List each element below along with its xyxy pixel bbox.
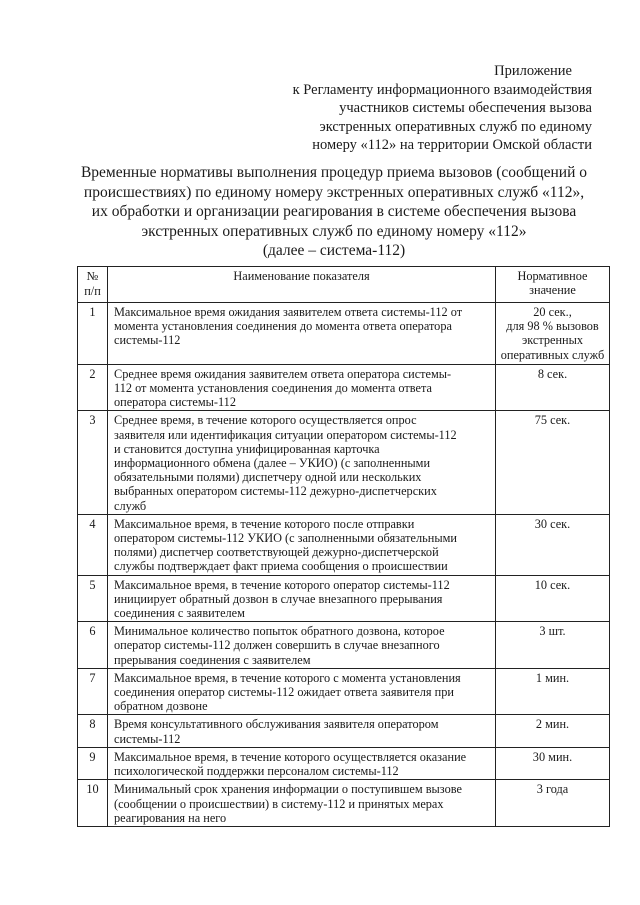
indicator-name [108, 514, 496, 575]
title-line: экстренных оперативных служб по единому номеру «112» [141, 222, 527, 240]
table-row [78, 622, 610, 669]
indicator-name [108, 668, 496, 715]
indicator-name-line: системы-112 [114, 731, 181, 746]
title-line: их обработки и организации реагирования в системе обеспечения вызова [91, 203, 577, 220]
indicator-name [108, 715, 496, 747]
appendix-line: к Регламенту информационного взаимодействия [292, 81, 592, 98]
indicator-name-line: информационного обмена (далее – УКИО) (с заполненными [114, 456, 431, 471]
indicator-name-line: обратном дозвоне [114, 699, 208, 714]
normative-value-line: 30 мин. [532, 749, 573, 764]
normative-value-line: 1 мин. [535, 670, 570, 685]
indicator-name-line: момента установления соединения до момента ответа оператора [114, 319, 452, 334]
table-row [78, 780, 610, 827]
normative-value-line: 30 сек. [534, 516, 571, 531]
indicator-name-line: Минимальное количество попыток обратного дозвона, которое [114, 624, 445, 639]
indicator-name-line: (сообщении о происшествии) в систему-112 и принятых мерах [114, 796, 444, 811]
norms-table [77, 266, 610, 827]
normative-value [496, 715, 610, 747]
indicator-name [108, 575, 496, 622]
indicator-name [108, 622, 496, 669]
row-number: 3 [78, 411, 108, 514]
normative-value-line: 20 сек., [533, 305, 572, 319]
indicator-name-line: Максимальное время ожидания заявителем ответа системы-112 от [114, 305, 463, 319]
indicator-name [108, 303, 496, 365]
row-number: 8 [78, 715, 108, 747]
indicator-name-line: и становится доступна унифицированная карточка [114, 441, 380, 456]
row-number: 6 [78, 622, 108, 669]
appendix-line: экстренных оперативных служб по единому [319, 118, 592, 135]
row-number: 7 [78, 668, 108, 715]
normative-value [496, 575, 610, 622]
normative-value-line: 3 года [536, 782, 569, 797]
indicator-name-line: оператора системы-112 [114, 395, 236, 410]
indicator-name-line: полями) диспетчер соответствующей дежурно-диспетчерской [114, 545, 439, 560]
indicator-name-line: инициирует обратный дозвон в случае внезапного прерывания [114, 591, 443, 606]
appendix-line: Приложение [494, 63, 572, 79]
indicator-name-line: соединения с заявителем [114, 606, 245, 621]
indicator-name-line: реагирования на него [114, 810, 227, 825]
normative-value [496, 514, 610, 575]
normative-value-line: 8 сек. [537, 366, 568, 381]
indicator-name-line: Максимальное время, в течение которого с момента установления [114, 670, 461, 685]
row-number: 9 [78, 747, 108, 779]
indicator-name-line: оператор системы-112 должен совершить в случае внезапного [114, 638, 440, 653]
indicator-name-line: Максимальное время, в течение которого осуществляется оказание [114, 749, 467, 764]
title-line: Временные нормативы выполнения процедур приема вызовов (сообщений о [80, 164, 588, 181]
title-line: происшествиях) по единому номеру экстренных оперативных служб «112», [83, 183, 585, 201]
indicator-name [108, 364, 496, 411]
header-normative-value: Нормативное значение [496, 267, 610, 303]
table-row [78, 514, 610, 575]
indicator-name-line: Время консультативного обслуживания заявителя оператором [114, 717, 439, 732]
normative-value-line: 10 сек. [534, 577, 571, 592]
normative-value-line: для 98 % вызовов [506, 319, 599, 334]
normative-value [496, 747, 610, 779]
normative-value-line: 75 сек. [534, 413, 571, 428]
appendix-line: участников системы обеспечения вызова [339, 100, 592, 116]
table-body [78, 303, 610, 827]
indicator-name-line: Минимальный срок хранения информации о поступившем вызове [114, 782, 462, 797]
row-number: 10 [78, 780, 108, 827]
table-header-row [78, 267, 610, 303]
normative-value-line: экстренных [521, 333, 584, 348]
title-line: (далее – система-112) [262, 242, 406, 259]
normative-value [496, 780, 610, 827]
appendix-line: номеру «112» на территории Омской области [312, 137, 592, 153]
indicator-name-line: соединения оператор системы-112 ожидает ответа заявителя при [114, 685, 454, 700]
table-row [78, 747, 610, 779]
table-row [78, 575, 610, 622]
header-number: № п/п [78, 267, 108, 303]
indicator-name [108, 780, 496, 827]
indicator-name [108, 411, 496, 514]
normative-value [496, 303, 610, 365]
indicator-name-line: служб [114, 498, 147, 513]
row-number: 5 [78, 575, 108, 622]
appendix-block [192, 62, 592, 155]
table-row [78, 668, 610, 715]
indicator-name-line: прерывания соединения с заявителем [114, 652, 311, 667]
indicator-name-line: 112 от момента установления соединения до момента ответа [114, 381, 432, 396]
table-row [78, 715, 610, 747]
normative-value [496, 364, 610, 411]
normative-value [496, 411, 610, 514]
indicator-name-line: психологической поддержки персоналом системы-112 [114, 764, 399, 779]
normative-value-line: 3 шт. [539, 624, 566, 639]
indicator-name-line: заявителя или идентификация ситуации оператором системы-112 [114, 427, 457, 442]
row-number: 2 [78, 364, 108, 411]
table-row [78, 411, 610, 514]
header-indicator-name: Наименование показателя [108, 267, 496, 303]
row-number: 1 [78, 303, 108, 365]
row-number: 4 [78, 514, 108, 575]
indicator-name-line: оператором системы-112 УКИО (с заполненными обязательными [114, 531, 457, 546]
indicator-name-line: Максимальное время, в течение которого после отправки [114, 516, 415, 531]
normative-value [496, 668, 610, 715]
indicator-name-line: обязательными полями) диспетчеру одной или нескольких [114, 470, 422, 485]
document-title [60, 163, 608, 261]
normative-value [496, 622, 610, 669]
indicator-name-line: Среднее время ожидания заявителем ответа оператора системы- [114, 366, 452, 381]
normative-value-line: 2 мин. [535, 717, 570, 732]
normative-value-line: оперативных служб [500, 347, 605, 362]
table-row [78, 303, 610, 365]
indicator-name-line: выбранных оператором системы-112 дежурно-диспетчерских [114, 484, 437, 499]
indicator-name-line: Максимальное время, в течение которого оператор системы-112 [114, 577, 450, 592]
table-row [78, 364, 610, 411]
indicator-name-line: Среднее время, в течение которого осуществляется опрос [114, 413, 417, 428]
indicator-name-line: службы подтверждает факт приема сообщения о происшествии [114, 559, 448, 574]
indicator-name [108, 747, 496, 779]
indicator-name-line: системы-112 [114, 333, 181, 348]
